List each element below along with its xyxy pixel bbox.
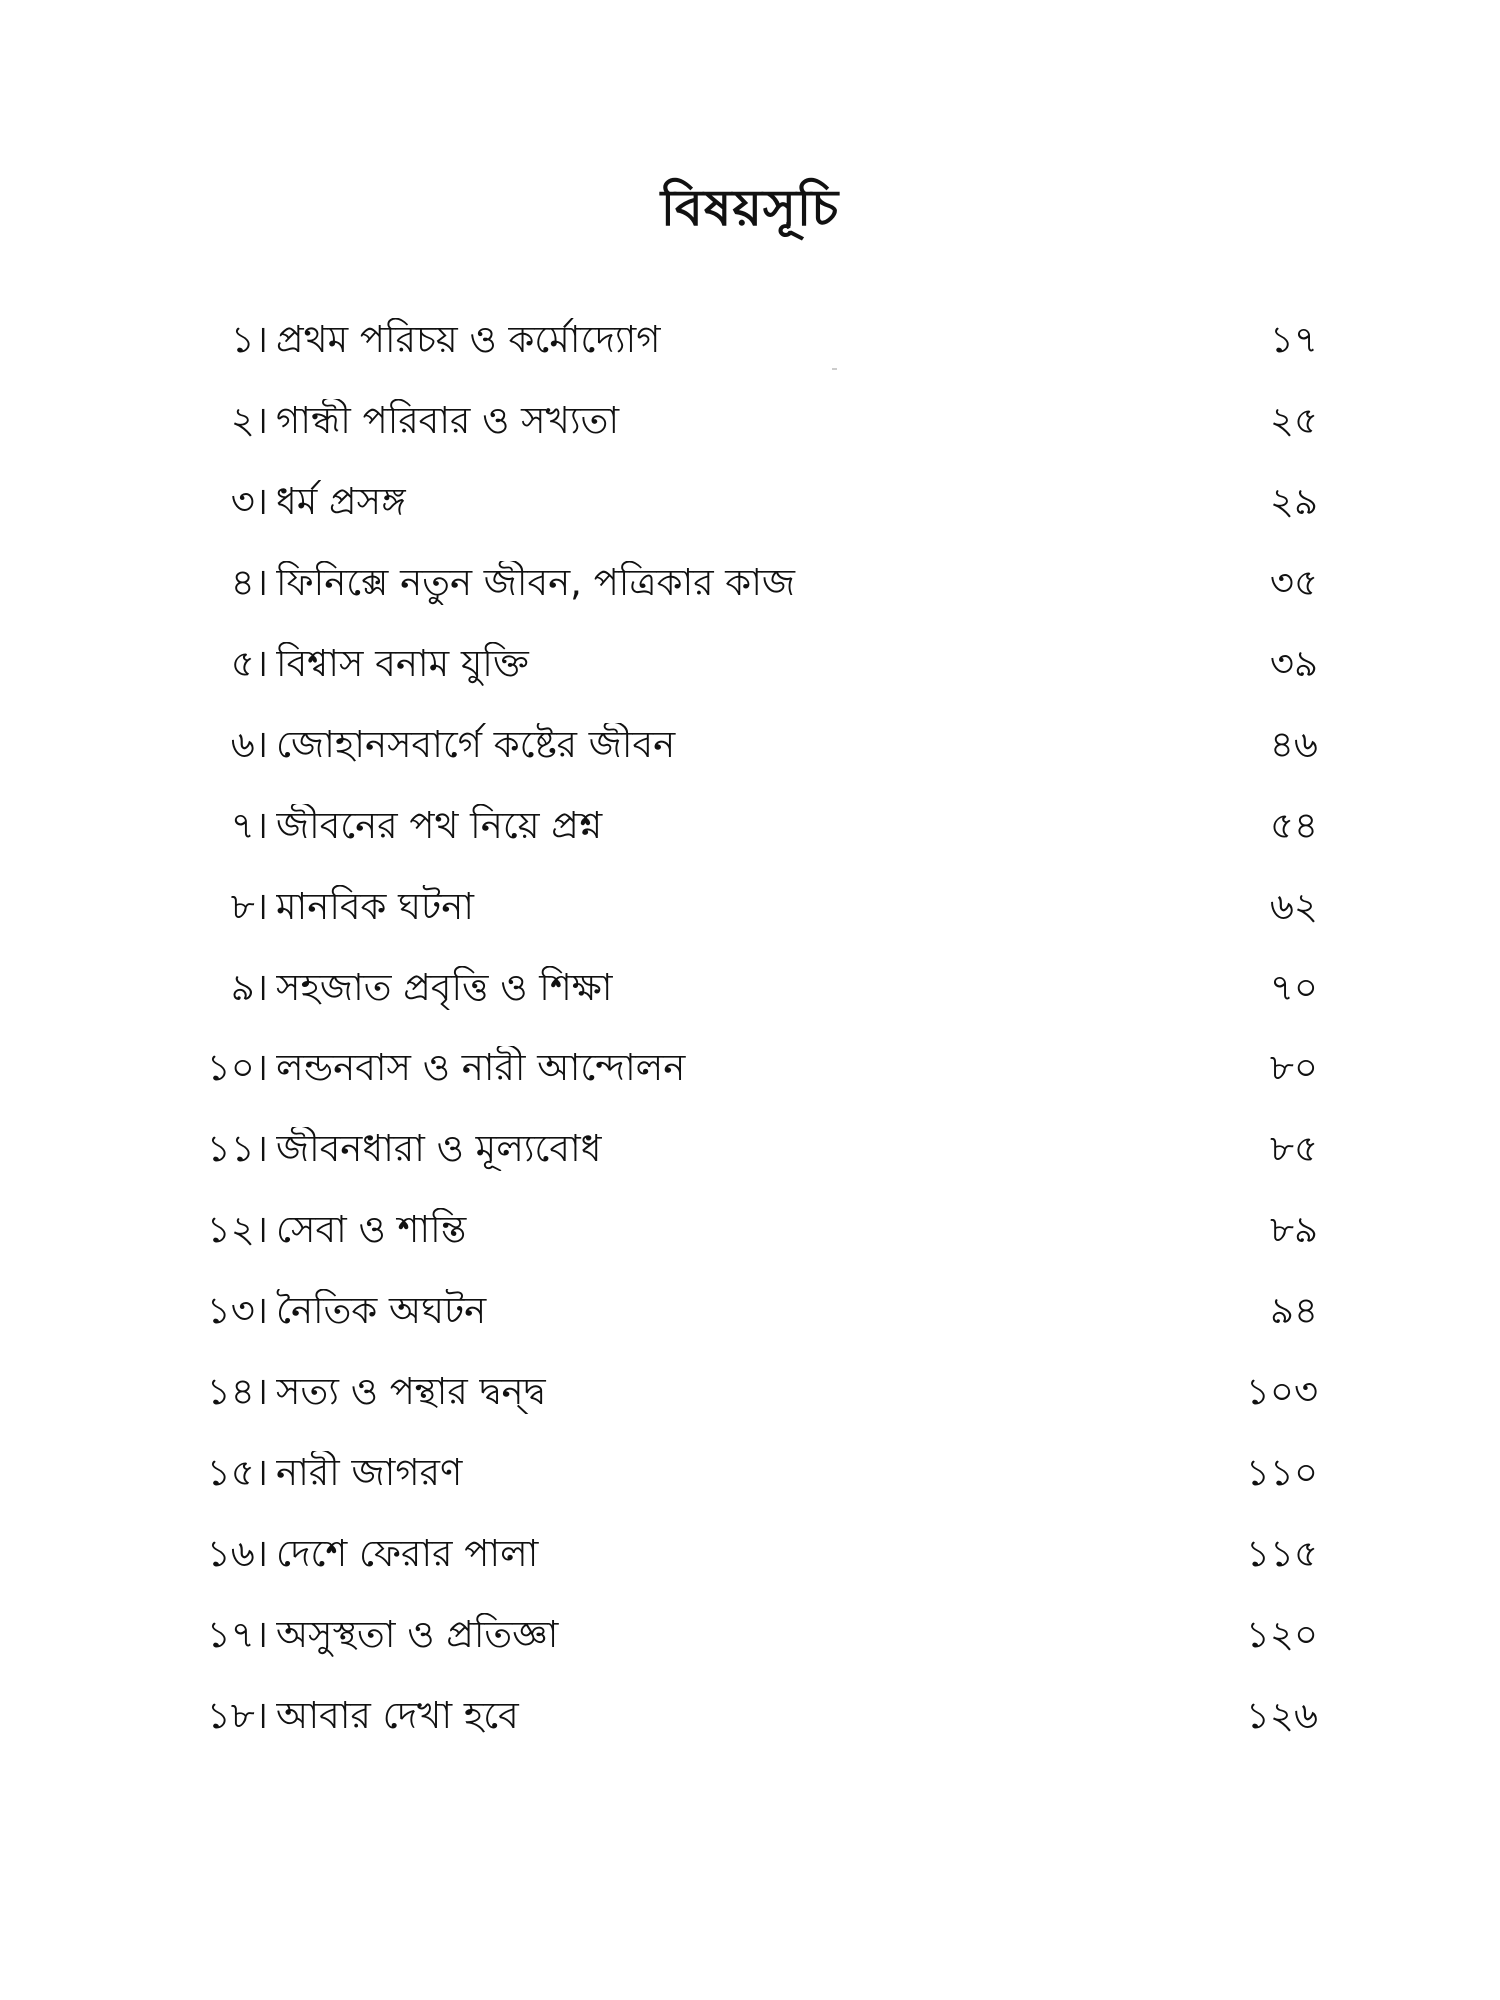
page-number: ১১০ <box>1245 1450 1318 1494</box>
table-of-contents <box>176 300 1318 1756</box>
toc-entry <box>176 704 1318 785</box>
toc-entry <box>176 947 1318 1028</box>
toc-entry <box>176 1675 1318 1756</box>
toc-entry <box>176 543 1318 624</box>
chapter-number: ১১। <box>206 1127 268 1171</box>
toc-entry <box>176 1190 1318 1271</box>
chapter-title: প্রথম পরিচয় ও কর্মোদ্যোগ <box>276 318 661 362</box>
chapter-number: ৬। <box>230 722 268 766</box>
chapter-title: ধর্ম প্রসঙ্গ <box>276 480 406 524</box>
page-number: ১০৩ <box>1245 1370 1318 1414</box>
page-number: ২৯ <box>1269 480 1318 524</box>
toc-entry <box>176 624 1318 705</box>
page-number: ৫৪ <box>1269 803 1318 847</box>
page-number: ৯৪ <box>1269 1289 1318 1333</box>
chapter-number: ২। <box>230 399 268 443</box>
chapter-title: লন্ডনবাস ও নারী আন্দোলন <box>276 1046 686 1090</box>
toc-entry <box>176 1271 1318 1352</box>
toc-entry <box>176 1352 1318 1433</box>
chapter-number: ১৪। <box>206 1370 268 1414</box>
chapter-title: সহজাত প্রবৃত্তি ও শিক্ষা <box>276 965 613 1009</box>
chapter-number: ৭। <box>230 803 268 847</box>
chapter-title: সত্য ও পন্থার দ্বন্দ্ব <box>276 1370 546 1414</box>
page-title: বিষয়সূচি <box>660 179 840 237</box>
chapter-title: নৈতিক অঘটন <box>276 1289 487 1333</box>
page-number: ৪৬ <box>1269 722 1318 766</box>
chapter-title: জীবনের পথ নিয়ে প্রশ্ন <box>276 803 603 847</box>
chapter-number: ৩। <box>230 480 268 524</box>
page-number: ১২০ <box>1245 1612 1318 1656</box>
chapter-title: ফিনিক্সে নতুন জীবন, পত্রিকার কাজ <box>276 561 796 605</box>
page-number: ৮৯ <box>1269 1208 1318 1252</box>
chapter-title: বিশ্বাস বনাম যুক্তি <box>276 642 529 685</box>
chapter-title: জোহানসবার্গে কষ্টের জীবন <box>276 722 676 766</box>
page-number: ৩৫ <box>1269 561 1318 605</box>
chapter-number: ৪। <box>230 561 268 605</box>
toc-entry <box>176 300 1318 381</box>
chapter-number: ১২। <box>206 1208 268 1252</box>
chapter-number: ১৭। <box>206 1612 268 1656</box>
toc-entry <box>176 1109 1318 1190</box>
toc-entry <box>176 462 1318 543</box>
chapter-number: ১৬। <box>206 1531 268 1575</box>
chapter-number: ১৮। <box>206 1693 268 1737</box>
page-number: ৬২ <box>1269 884 1318 928</box>
chapter-title: সেবা ও শান্তি <box>276 1208 467 1252</box>
chapter-title: অসুস্থতা ও প্রতিজ্ঞা <box>276 1612 559 1656</box>
chapter-number: ১। <box>230 318 268 362</box>
toc-entry <box>176 866 1318 947</box>
page-number: ১৭ <box>1269 318 1318 362</box>
chapter-title: জীবনধারা ও মূল্যবোধ <box>276 1127 602 1171</box>
toc-entry <box>176 785 1318 866</box>
toc-entry <box>176 1513 1318 1594</box>
chapter-number: ৯। <box>230 965 268 1009</box>
chapter-number: ৮। <box>230 884 268 928</box>
page-number: ৮০ <box>1269 1046 1318 1090</box>
page-number: ১২৬ <box>1245 1693 1318 1737</box>
chapter-number: ১০। <box>206 1046 268 1090</box>
chapter-title: দেশে ফেরার পালা <box>276 1531 539 1575</box>
page-number: ২৫ <box>1269 399 1318 443</box>
toc-entry <box>176 1594 1318 1675</box>
page-number: ৭০ <box>1269 965 1318 1009</box>
toc-entry <box>176 1028 1318 1109</box>
toc-entry <box>176 1432 1318 1513</box>
chapter-title: গান্ধী পরিবার ও সখ্যতা <box>276 399 620 443</box>
chapter-number: ১৫। <box>206 1450 268 1494</box>
page-number: ৮৫ <box>1269 1127 1318 1171</box>
chapter-title: আবার দেখা হবে <box>276 1693 519 1737</box>
chapter-number: ৫। <box>230 642 268 685</box>
chapter-title: মানবিক ঘটনা <box>276 884 475 928</box>
page-number: ১১৫ <box>1245 1531 1318 1575</box>
chapter-number: ১৩। <box>206 1289 268 1333</box>
chapter-title: নারী জাগরণ <box>276 1450 463 1494</box>
toc-entry <box>176 381 1318 462</box>
page-number: ৩৯ <box>1269 642 1318 685</box>
